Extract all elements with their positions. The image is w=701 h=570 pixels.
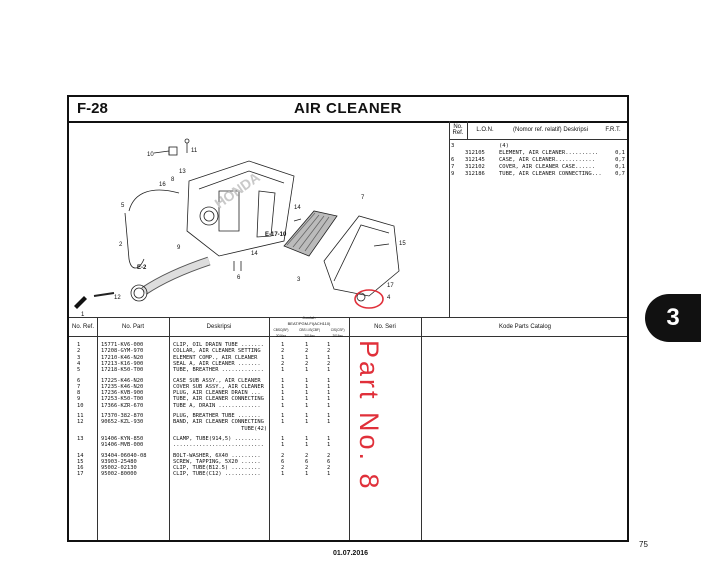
cell-desc: TUBE(42) bbox=[173, 425, 268, 432]
cell-q1: 1 bbox=[305, 471, 309, 478]
ref-cell-ref: 7 bbox=[451, 164, 455, 170]
drain-tube-10 bbox=[154, 147, 169, 155]
cell-q0: 2 bbox=[281, 452, 285, 459]
cell-q0: 1 bbox=[281, 442, 285, 449]
ref-cell-frt: 0,1 bbox=[615, 164, 625, 170]
callout-label: 3 bbox=[297, 277, 301, 283]
parts-list bbox=[69, 317, 627, 540]
callout-label: 4 bbox=[387, 295, 391, 301]
ref-cell-ref: 9 bbox=[451, 171, 455, 177]
cell-ref: 12 bbox=[77, 419, 84, 426]
callout-label: 2 bbox=[119, 242, 123, 248]
ref-cell-desc: CASE, AIR CLEANER............ bbox=[499, 157, 596, 163]
breather-tube bbox=[129, 190, 179, 211]
callout-label: 10 bbox=[147, 152, 154, 158]
cell-q1: 1 bbox=[305, 442, 309, 449]
cell-ref: 7 bbox=[77, 383, 81, 390]
cell-desc: PLUG, AIR CLEANER DRAIN ... bbox=[173, 390, 261, 397]
cell-desc: ELEMENT COMP., AIR CLEANER bbox=[173, 354, 258, 361]
column-divider bbox=[349, 318, 350, 540]
cell-q0: 2 bbox=[281, 360, 285, 367]
header-desc: (Nomor ref. relatif) Deskripsi bbox=[512, 127, 588, 133]
model-col: CBS I-IS(CBF) 2016xx bbox=[299, 328, 321, 338]
cell-part: 17213-K16-900 bbox=[101, 360, 144, 367]
cell-part: 91406-MVB-000 bbox=[101, 442, 144, 449]
cell-q1: 6 bbox=[305, 458, 309, 465]
callout-label: 5 bbox=[121, 203, 125, 209]
cell-desc: BAND, AIR CLEANER CONNECTING bbox=[173, 419, 264, 426]
cell-part: 91406-KYN-850 bbox=[101, 435, 144, 442]
cell-part: 17208-GYM-970 bbox=[101, 348, 144, 355]
ref-table-row bbox=[451, 171, 625, 178]
cell-part: 15771-KV6-000 bbox=[101, 342, 144, 348]
cell-ref: 2 bbox=[77, 348, 81, 355]
cell-q1: 1 bbox=[305, 367, 309, 374]
air-cleaner-case bbox=[187, 161, 294, 256]
ref-table-row bbox=[451, 143, 625, 150]
callout-label: 8 bbox=[171, 177, 175, 183]
ref-table-row bbox=[451, 164, 625, 171]
cell-desc: CLIP, TUBE(C12) ........... bbox=[173, 471, 261, 478]
cell-q2: 1 bbox=[327, 367, 331, 374]
cell-q1: 1 bbox=[305, 413, 309, 419]
ref-cell-ref: 6 bbox=[451, 157, 455, 163]
front-arrow-icon bbox=[74, 296, 87, 309]
cell-q2: 1 bbox=[327, 390, 331, 397]
header-no-seri: No. Seri bbox=[374, 324, 396, 330]
cell-ref: 15 bbox=[77, 458, 84, 465]
model-cols bbox=[269, 327, 349, 339]
callout-label: 13 bbox=[179, 169, 186, 175]
cell-q0: 1 bbox=[281, 367, 285, 374]
ref-table-row bbox=[451, 157, 625, 164]
callout-label: 7 bbox=[361, 195, 365, 201]
cell-q0: 1 bbox=[281, 413, 285, 419]
cell-q2: 1 bbox=[327, 471, 331, 478]
cell-ref: 9 bbox=[77, 396, 81, 403]
ref-cell-lon: 312186 bbox=[465, 171, 485, 177]
header-no-ref: No. Ref. bbox=[449, 121, 468, 139]
ref-cell-frt: 0,7 bbox=[615, 171, 625, 177]
cell-q1: 1 bbox=[305, 419, 309, 426]
figure-id: F-28 bbox=[77, 100, 108, 117]
cell-desc: CASE SUB ASSY., AIR CLEANER bbox=[173, 377, 261, 384]
cell-part: 17366-KZR-670 bbox=[101, 402, 144, 409]
cell-desc: SCREW, TAPPING, 5X20 ...... bbox=[173, 458, 261, 465]
cell-desc: CLIP, OIL DRAIN TUBE ....... bbox=[173, 342, 264, 348]
cell-q0: 1 bbox=[281, 402, 285, 409]
catalog-page bbox=[67, 95, 629, 542]
model-col: CBSC(BF) 2016xx bbox=[273, 328, 289, 338]
cell-ref: 4 bbox=[77, 360, 81, 367]
callout-label: 16 bbox=[159, 182, 166, 188]
ref-cell-lon: 312102 bbox=[465, 164, 485, 170]
cell-q0: 2 bbox=[281, 348, 285, 355]
cell-q2: 1 bbox=[327, 435, 331, 442]
cell-q0: 1 bbox=[281, 342, 285, 348]
ref-summary-table bbox=[449, 121, 627, 317]
figure-title: AIR CLEANER bbox=[293, 100, 402, 117]
ref-cell-ref bbox=[451, 150, 465, 157]
model-col: CIS(CSF) 2016xx bbox=[330, 328, 345, 338]
header-models bbox=[269, 315, 349, 338]
cell-ref: 13 bbox=[77, 435, 84, 442]
cell-q0: 1 bbox=[281, 390, 285, 397]
cell-part: 95002-02130 bbox=[101, 465, 137, 472]
cell-q0: 2 bbox=[281, 465, 285, 472]
cell-q2: 2 bbox=[327, 452, 331, 459]
cell-q0: 1 bbox=[281, 383, 285, 390]
column-divider bbox=[421, 318, 422, 540]
cell-q1: 1 bbox=[305, 396, 309, 403]
cell-ref: 3 bbox=[77, 354, 81, 361]
cell-part: 93903-25480 bbox=[101, 458, 137, 465]
ref-table-row bbox=[451, 150, 625, 157]
cell-q0: 1 bbox=[281, 419, 285, 426]
header-jumlah: Jumlah bbox=[302, 315, 316, 320]
parts-table-header bbox=[69, 315, 627, 338]
header-lon: L.O.N. bbox=[476, 127, 494, 133]
cell-desc: COVER SUB ASSY., AIR CLEANER bbox=[173, 383, 264, 390]
header-no-ref: No. Ref. bbox=[71, 324, 94, 330]
ref-cell-frt bbox=[611, 143, 625, 150]
ref-cell-desc: (4) bbox=[499, 143, 509, 149]
cell-q1: 2 bbox=[305, 465, 309, 472]
band-12 bbox=[131, 285, 147, 301]
figure-header bbox=[69, 97, 627, 123]
cell-part: 90652-KZL-930 bbox=[101, 419, 144, 426]
cell-ref: 14 bbox=[77, 452, 84, 459]
callout-label: 12 bbox=[114, 295, 121, 301]
cell-q2: 1 bbox=[327, 442, 331, 449]
cell-q2: 1 bbox=[327, 377, 331, 384]
ref-cell-frt: 0,1 bbox=[615, 150, 625, 156]
cell-q2: 1 bbox=[327, 402, 331, 409]
cell-q2: 1 bbox=[327, 419, 331, 426]
ref-cell-frt: 0,7 bbox=[615, 157, 625, 163]
ref-cell-desc: ELEMENT, AIR CLEANER.......... bbox=[499, 150, 599, 156]
column-divider bbox=[269, 318, 270, 540]
cell-desc: PLUG, BREATHER TUBE ....... bbox=[173, 413, 261, 419]
cell-desc: CLAMP, TUBE(914,5) ........ bbox=[173, 435, 261, 442]
cell-q2: 6 bbox=[327, 458, 331, 465]
cell-q2: 1 bbox=[327, 396, 331, 403]
header-model-name: BEAT/PGM-FI(ACH110) bbox=[287, 321, 331, 326]
ref-cell-desc: COVER, AIR CLEANER CASE...... bbox=[499, 164, 596, 170]
cell-q0: 1 bbox=[281, 435, 285, 442]
cell-desc: ............................ bbox=[173, 442, 264, 449]
cell-part: 17235-K46-N20 bbox=[101, 383, 144, 390]
cell-q1: 1 bbox=[305, 435, 309, 442]
callout-label: 17 bbox=[387, 283, 394, 289]
cell-q2: 1 bbox=[327, 383, 331, 390]
cell-part: 95002-80000 bbox=[101, 471, 137, 478]
callout-label: E-2 bbox=[137, 265, 147, 271]
cell-part: 17225-K46-N20 bbox=[101, 377, 144, 384]
cell-q2: 1 bbox=[327, 413, 331, 419]
callout-label: 9 bbox=[177, 245, 181, 251]
ref-cell-ref: 3 bbox=[451, 143, 455, 149]
header-frt: F.R.T. bbox=[605, 127, 621, 133]
cell-ref: 10 bbox=[77, 402, 84, 409]
cell-desc: CLIP, TUBE(B12.5) ......... bbox=[173, 465, 261, 472]
cell-desc: COLLAR, AIR CLEANER SETTING bbox=[173, 348, 261, 355]
cell-q2: 1 bbox=[327, 342, 331, 348]
column-divider bbox=[169, 318, 170, 540]
cell-ref: 11 bbox=[77, 413, 84, 419]
cell-ref: 6 bbox=[77, 377, 81, 384]
highlight-circle bbox=[355, 290, 383, 308]
cell-desc: TUBE A, DRAIN ............. bbox=[173, 402, 261, 409]
cell-q1: 1 bbox=[305, 390, 309, 397]
cell-part: 17253-K50-T00 bbox=[101, 396, 144, 403]
header-deskripsi: Deskripsi bbox=[206, 324, 232, 330]
column-divider bbox=[97, 318, 98, 540]
ref-cell-lon: 312145 bbox=[465, 157, 485, 163]
cell-q1: 2 bbox=[305, 360, 309, 367]
cell-desc: SEAL A, AIR CLEANER ....... bbox=[173, 360, 261, 367]
cell-q0: 1 bbox=[281, 354, 285, 361]
cell-desc: TUBE, BREATHER ............. bbox=[173, 367, 264, 374]
cell-q1: 2 bbox=[305, 348, 309, 355]
cell-ref: 5 bbox=[77, 367, 81, 374]
cell-q1: 1 bbox=[305, 402, 309, 409]
cell-q0: 6 bbox=[281, 458, 285, 465]
cell-q2: 2 bbox=[327, 465, 331, 472]
cell-q2: 1 bbox=[327, 354, 331, 361]
cell-part: 17236-KVB-900 bbox=[101, 390, 144, 397]
cell-q2: 2 bbox=[327, 360, 331, 367]
cell-part: 93404-06040-08 bbox=[101, 452, 147, 459]
callout-label: 14 bbox=[294, 205, 301, 211]
header-kode: Kode Parts Catalog bbox=[498, 324, 552, 330]
header-no-part: No. Part bbox=[121, 324, 144, 330]
callout-label: 15 bbox=[399, 241, 406, 247]
ref-cell-desc: TUBE, AIR CLEANER CONNECTING... bbox=[499, 171, 602, 177]
ref-cell-lon bbox=[465, 143, 499, 150]
cell-q2: 2 bbox=[327, 348, 331, 355]
cell-q1: 1 bbox=[305, 383, 309, 390]
ref-table-header bbox=[449, 121, 627, 140]
cell-q1: 1 bbox=[305, 354, 309, 361]
cell-q1: 1 bbox=[305, 342, 309, 348]
callout-label: 14 bbox=[251, 251, 258, 257]
page-number: 75 bbox=[639, 540, 648, 549]
ref-cell-lon: 312105 bbox=[465, 150, 485, 156]
cell-part: 17218-K50-T00 bbox=[101, 367, 144, 374]
air-cleaner-drawing bbox=[69, 121, 449, 317]
cell-q0: 1 bbox=[281, 377, 285, 384]
cell-desc: TUBE, AIR CLEANER CONNECTING bbox=[173, 396, 264, 403]
cell-q0: 1 bbox=[281, 396, 285, 403]
section-tab: 3 bbox=[645, 294, 701, 342]
callout-label: 1 bbox=[81, 312, 85, 317]
cell-ref: 1 bbox=[77, 342, 81, 348]
ref-table-body bbox=[449, 140, 627, 181]
cell-ref: 17 bbox=[77, 471, 84, 478]
cell-q1: 2 bbox=[305, 452, 309, 459]
cell-part: 17370-382-870 bbox=[101, 413, 144, 419]
cell-desc: BOLT-WASHER, 6X40 ......... bbox=[173, 452, 261, 459]
callout-label: 6 bbox=[237, 275, 241, 281]
cell-q1: 1 bbox=[305, 377, 309, 384]
callout-label: 11 bbox=[191, 148, 198, 154]
cell-part: 17210-K46-N20 bbox=[101, 354, 144, 361]
callout-label: E-17-10 bbox=[265, 232, 287, 238]
handwritten-annotation: Part No. 8 bbox=[354, 340, 384, 492]
honda-watermark: HONDA bbox=[211, 168, 263, 212]
cell-ref: 16 bbox=[77, 465, 84, 472]
exploded-diagram bbox=[69, 121, 450, 317]
footer-date: 01.07.2016 bbox=[332, 550, 369, 557]
cell-ref: 8 bbox=[77, 390, 81, 397]
cell-q0: 1 bbox=[281, 471, 285, 478]
